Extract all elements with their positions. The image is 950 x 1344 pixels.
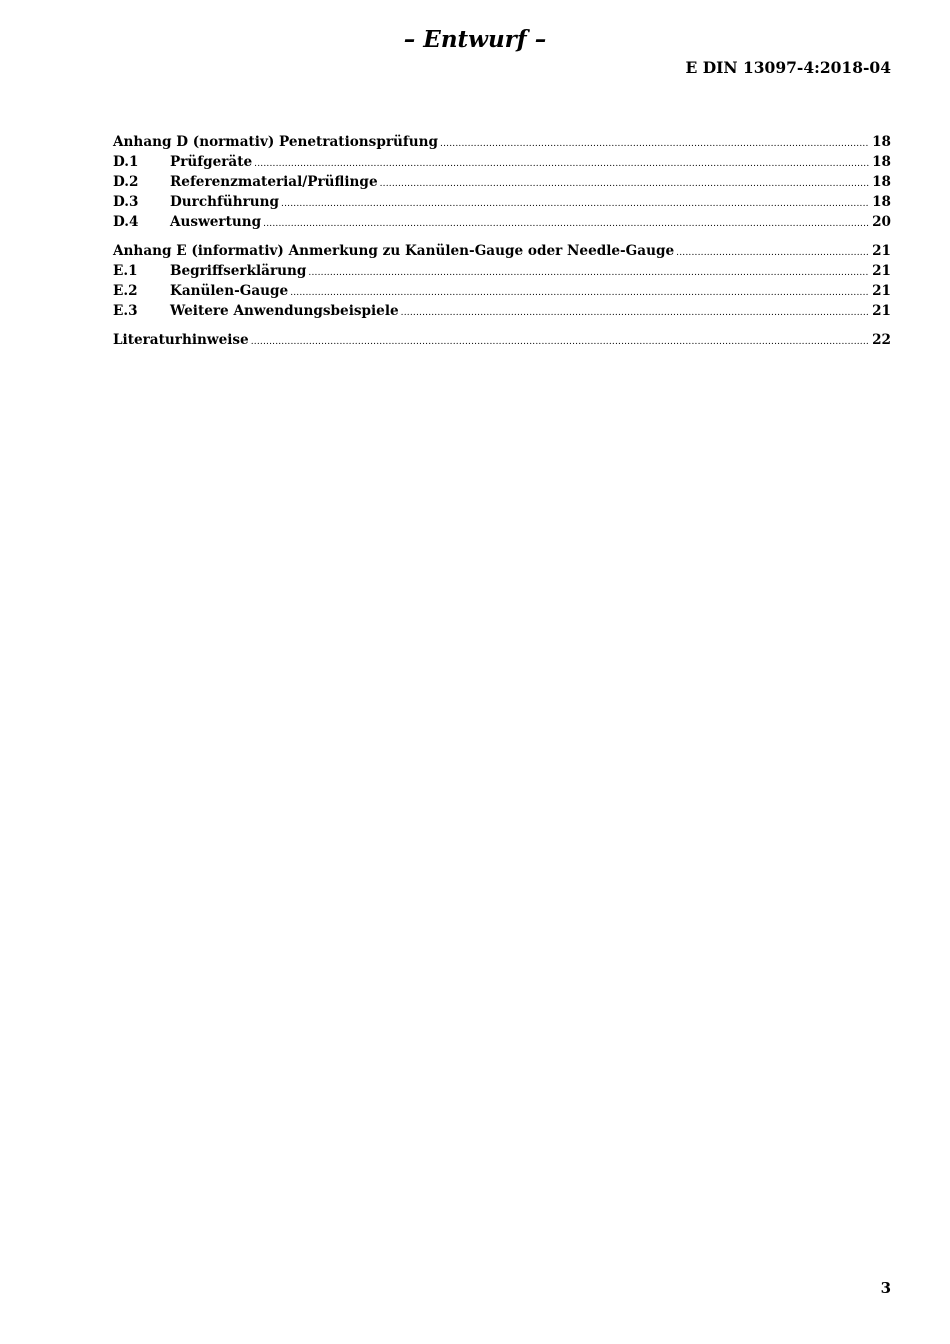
toc-entry-number: D.4 [113,214,139,230]
toc-group-annex-d [113,132,891,232]
toc-entry-number: E.3 [113,303,138,319]
toc-entry-d3[interactable] [113,192,891,212]
toc-entry-page: 21 [872,283,891,299]
table-of-contents [113,132,891,359]
toc-entry-annex-d[interactable] [113,132,891,152]
toc-entry-title: Anhang E (informativ) Anmerkung zu Kanülen-Gauge oder Needle-Gauge [113,243,675,259]
document-id: E DIN 13097-4:2018-04 [685,58,891,77]
toc-entry-e2[interactable] [113,281,891,301]
toc-entry-number: E.2 [113,283,138,299]
toc-entry-title: Kanülen-Gauge [170,283,289,299]
toc-entry-d1[interactable] [113,152,891,172]
toc-entry-number: D.2 [113,174,139,190]
toc-entry-page: 20 [872,214,891,230]
toc-entry-number: E.1 [113,263,138,279]
toc-entry-page: 21 [872,263,891,279]
toc-entry-page: 21 [872,303,891,319]
toc-entry-e1[interactable] [113,261,891,281]
toc-group-annex-e [113,241,891,321]
toc-entry-title: Begriffserklärung [170,263,307,279]
toc-entry-page: 18 [872,194,891,210]
toc-dot-leader [401,303,869,323]
toc-dot-leader [251,332,869,352]
toc-entry-d4[interactable] [113,212,891,232]
page-number: 3 [880,1279,891,1297]
toc-entry-d2[interactable] [113,172,891,192]
toc-entry-page: 18 [872,134,891,150]
draft-watermark: – Entwurf – [403,26,547,53]
toc-entry-title: Referenzmaterial/Prüflinge [170,174,378,190]
toc-entry-title: Prüfgeräte [170,154,253,170]
toc-entry-bibliography[interactable] [113,330,891,350]
toc-entry-title: Auswertung [170,214,262,230]
toc-entry-page: 22 [872,332,891,348]
toc-dot-leader [308,263,869,283]
toc-entry-title: Durchführung [170,194,280,210]
toc-dot-leader [380,174,869,194]
toc-entry-annex-e[interactable] [113,241,891,261]
toc-entry-number: D.3 [113,194,139,210]
toc-entry-e3[interactable] [113,301,891,321]
toc-dot-leader [254,154,869,174]
toc-entry-title: Literaturhinweise [113,332,249,348]
toc-dot-leader [281,194,869,214]
toc-entry-number: D.1 [113,154,139,170]
toc-dot-leader [676,243,869,263]
toc-entry-title: Anhang D (normativ) Penetrationsprüfung [113,134,439,150]
toc-dot-leader [440,134,869,154]
toc-group-bibliography [113,330,891,350]
toc-entry-page: 18 [872,154,891,170]
toc-entry-page: 21 [872,243,891,259]
toc-entry-title: Weitere Anwendungsbeispiele [170,303,399,319]
toc-dot-leader [263,214,869,234]
toc-dot-leader [290,283,869,303]
toc-entry-page: 18 [872,174,891,190]
